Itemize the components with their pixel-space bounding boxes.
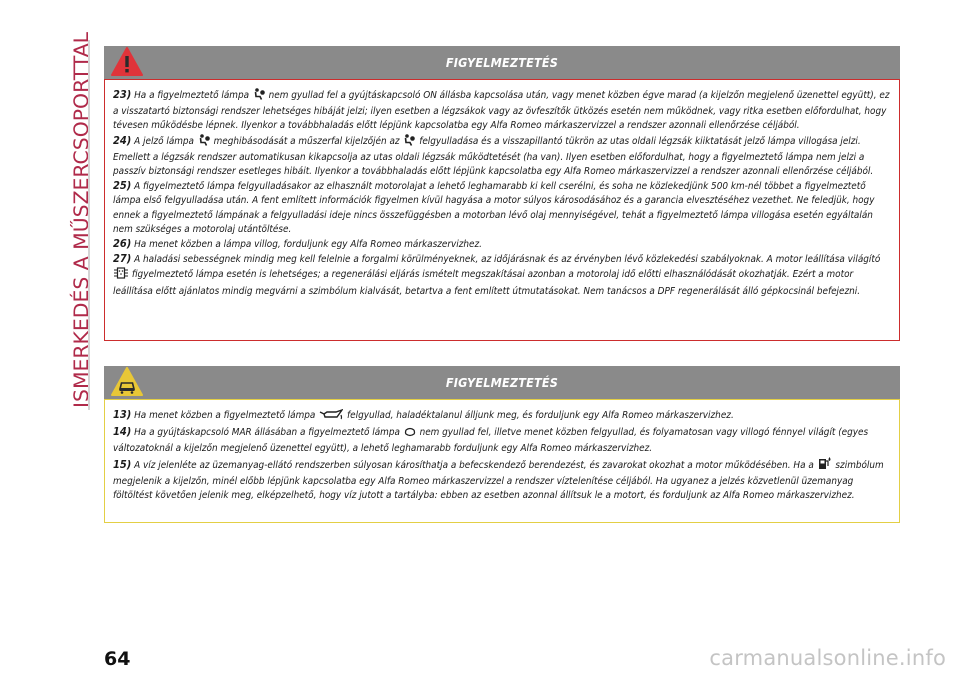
- note-text: Ha a gyújtáskapcsoló MAR állásában a figyelmeztető lámpa: [134, 427, 403, 439]
- airbag-icon: [253, 88, 265, 105]
- note-text: Ha a figyelmeztető lámpa: [134, 90, 252, 101]
- warning-panel-body: [104, 79, 900, 341]
- note-text: nem gyullad fel, illetve menet közben felgyullad, és folyamatosan vagy villogó fénnyel világít (egyes változatoknál a kijelzőn megjelenő üzenettel együtt), a lehető leghamarabb forduljunk egy Alfa Romeo márkaszervizhez.: [113, 427, 869, 455]
- note-24: [113, 134, 891, 180]
- note-14: [113, 425, 891, 456]
- dpf-filter-icon: [114, 267, 128, 284]
- chapter-side-title: [52, 30, 98, 410]
- note-text: felgyullad, haladéktalanul álljunk meg, és forduljunk egy Alfa Romeo márkaszervizhez.: [344, 410, 734, 421]
- note-number: 24): [113, 133, 132, 147]
- note-text: A víz jelenléte az üzemanyag-ellátó rendszerben súlyosan károsíthatja a befecskendező berendezést, és zavarokat okozhat a motor működésében. Ha a: [134, 459, 817, 471]
- side-divider: [88, 40, 90, 410]
- warning-panel-header: [104, 366, 900, 399]
- warning-panel-body: [104, 399, 900, 523]
- note-number: 14): [113, 425, 132, 439]
- note-number: 15): [113, 457, 132, 471]
- note-23: [113, 88, 891, 134]
- note-text: A haladási sebességnek mindig meg kell felelnie a forgalmi körülményeknek, az időjárásnak és az érvényben lévő közlekedési szabályoknak. A motor leállítása világító: [134, 254, 881, 266]
- note-text: A jelző lámpa: [134, 135, 197, 147]
- glow-plug-icon: [404, 427, 416, 442]
- note-text: meghibásodását a műszerfal kijelzőjén az: [210, 135, 403, 147]
- note-25: [113, 179, 891, 237]
- note-text: szimbólum megjelenik a kijelzőn, minél előbb lépjünk kapcsolatba egy Alfa Romeo márkaszervizzel a rendszer víztelenítése céljából. Ha ugyanez a jelzés közvetlenül üzemanyag föltöltést követően jelenik meg, elképzelhető, hogy víz jutott a tartályba: ebben az esetben azonnal állítsuk le a motort, és forduljunk az Alfa Romeo márkaszervizhez.: [113, 459, 884, 502]
- note-text: felgyulladása és a visszapillantó tükrön az utas oldali légzsák kiiktatását jelző lámpa villogása jelzi. Emellett a légzsák rendszer automatikusan kikapcsolja az utas oldali légzsák működtetését (ha van). Ilyen esetben előfordulhat, hogy a figyelmeztető lámpa nem jelzi a passzív biztonsági rendszer esetleges hibáit. Ilyenkor a továbbhaladás előtt lépjünk kapcsolatba egy Alfa Romeo márkaszervizzel a rendszer azonnali ellenőrzése céljából.: [113, 135, 874, 178]
- warning-panel-header: [104, 46, 900, 79]
- warning-title: FIGYELMEZTETÉS: [445, 375, 559, 390]
- warning-panel-airbag: [104, 46, 900, 341]
- note-26: [113, 237, 891, 252]
- note-text: Ha menet közben a lámpa villog, forduljunk egy Alfa Romeo márkaszervizhez.: [134, 239, 482, 251]
- warning-panel-engine: [104, 366, 900, 523]
- note-number: 25): [113, 179, 132, 193]
- note-15: [113, 457, 891, 504]
- warning-title: FIGYELMEZTETÉS: [445, 55, 559, 70]
- note-number: 27): [113, 252, 132, 266]
- note-13: [113, 408, 891, 425]
- watermark: carmanualsonline.info: [709, 646, 946, 670]
- note-text: Ha menet közben a figyelmeztető lámpa: [134, 410, 319, 421]
- note-number: 23): [113, 88, 132, 101]
- note-number: 26): [113, 237, 132, 251]
- oil-pressure-icon: [319, 409, 343, 425]
- airbag-icon: [198, 134, 210, 151]
- note-27: [113, 252, 891, 299]
- airbag-icon: [403, 134, 415, 151]
- note-number: 13): [113, 408, 132, 421]
- water-in-fuel-icon: [818, 457, 832, 475]
- note-text: nem gyullad fel a gyújtáskapcsoló ON állásba kapcsolása után, vagy menet közben égve marad (a kijelzőn megjelenő üzenettel együtt), ez a visszatartó biztonsági rendszer lehetséges hibáját jelzi; ilyen esetben a légzsákok vagy az övfeszítők ütközés esetén nem működnek, vagy ritka esetben előfordulhat, hogy tévesen működésbe lépnek. Ilyenkor a továbbhaladás előtt lépjünk kapcsolatba egy Alfa Romeo márkaszervizzel a rendszer azonnali ellenőrzése céljából.: [113, 90, 890, 132]
- note-text: A figyelmeztető lámpa felgyulladásakor az elhasznált motorolajat a lehető leghamarabb ki kell cserélni, és soha ne közlekedjünk 500 km-nél többet a figyelmeztető lámpa első felgyulladása után. A fent említett információk figyelmen kívül hagyása a motor súlyos károsodásához és a garancia elvesztéséhez vezethet. Ne feledjük, hogy ennek a figyelmeztető lámpának a felgyulladási ideje nincs összefüggésben a motorban lévő olaj mennyiségével, tehát a figyelmeztető lámpa villogása esetén egyáltalán nem szükséges a motorolaj utántöltése.: [113, 181, 875, 235]
- chapter-side-title-text: ISMERKEDÉS A MŰSZERCSOPORTTAL: [70, 48, 93, 408]
- note-text: figyelmeztető lámpa esetén is lehetséges; a regenerálási eljárás ismételt megszakításai azonban a motorolaj idő előtti elhasználódását okozhatják. Ezért a motor leállítása előtt ajánlatos mindig megvárni a szimbólum kialvását, betartva a fent említett útmutatásokat. Nem tanácsos a DPF regenerálását álló gépkocsinál befejezni.: [113, 269, 861, 297]
- page-number: 64: [104, 648, 131, 670]
